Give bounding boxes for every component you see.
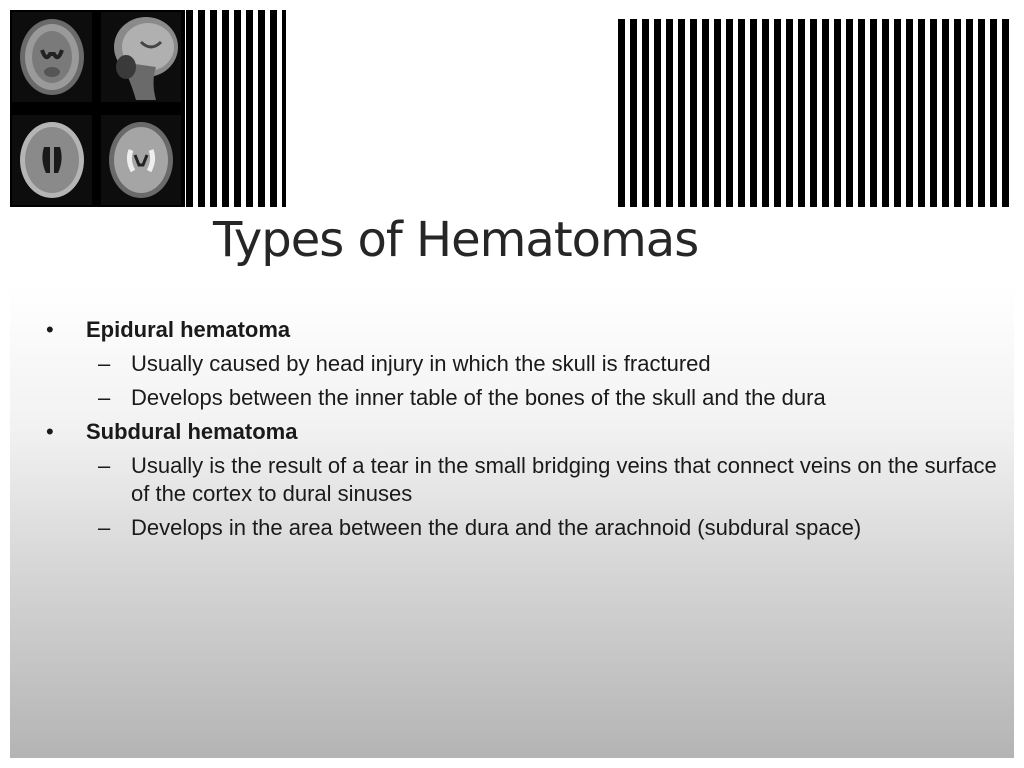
brain-mri-axial-image-2 — [12, 115, 92, 205]
sub-bullet-text: Develops between the inner table of the bones of the skull and the dura — [131, 385, 826, 410]
slide-content — [46, 316, 1006, 548]
sub-bullet-marker: – — [98, 453, 111, 478]
brain-mri-axial-image — [12, 12, 92, 102]
sub-bullet — [46, 350, 1006, 378]
bullet-label: Epidural hematoma — [86, 317, 291, 342]
sub-bullet-marker: – — [98, 515, 111, 540]
mri-image-grid — [10, 10, 185, 207]
sub-bullet-text: Develops in the area between the dura and the arachnoid (subdural space) — [131, 515, 862, 540]
sub-bullet-marker: – — [98, 385, 111, 410]
brain-mri-sagittal-image — [101, 12, 181, 102]
bullet-label: Subdural hematoma — [86, 419, 298, 444]
sub-bullet — [46, 514, 1006, 542]
bullet-marker: • — [46, 419, 54, 444]
decorative-stripes-left — [186, 10, 286, 207]
bullet-epidural — [46, 316, 1006, 344]
brain-mri-axial-image-3 — [101, 115, 181, 205]
sub-bullet-text: Usually caused by head injury in which the skull is fractured — [131, 351, 711, 376]
slide-title: Types of Hematomas — [213, 212, 699, 268]
sub-bullet-text: Usually is the result of a tear in the small bridging veins that connect veins on the surface of the cortex to dural sinuses — [131, 453, 997, 506]
sub-bullet-marker: – — [98, 351, 111, 376]
sub-bullet — [46, 384, 1006, 412]
sub-bullet — [46, 452, 1006, 508]
bullet-marker: • — [46, 317, 54, 342]
decorative-stripes-right — [618, 19, 1014, 207]
bullet-subdural — [46, 418, 1006, 446]
